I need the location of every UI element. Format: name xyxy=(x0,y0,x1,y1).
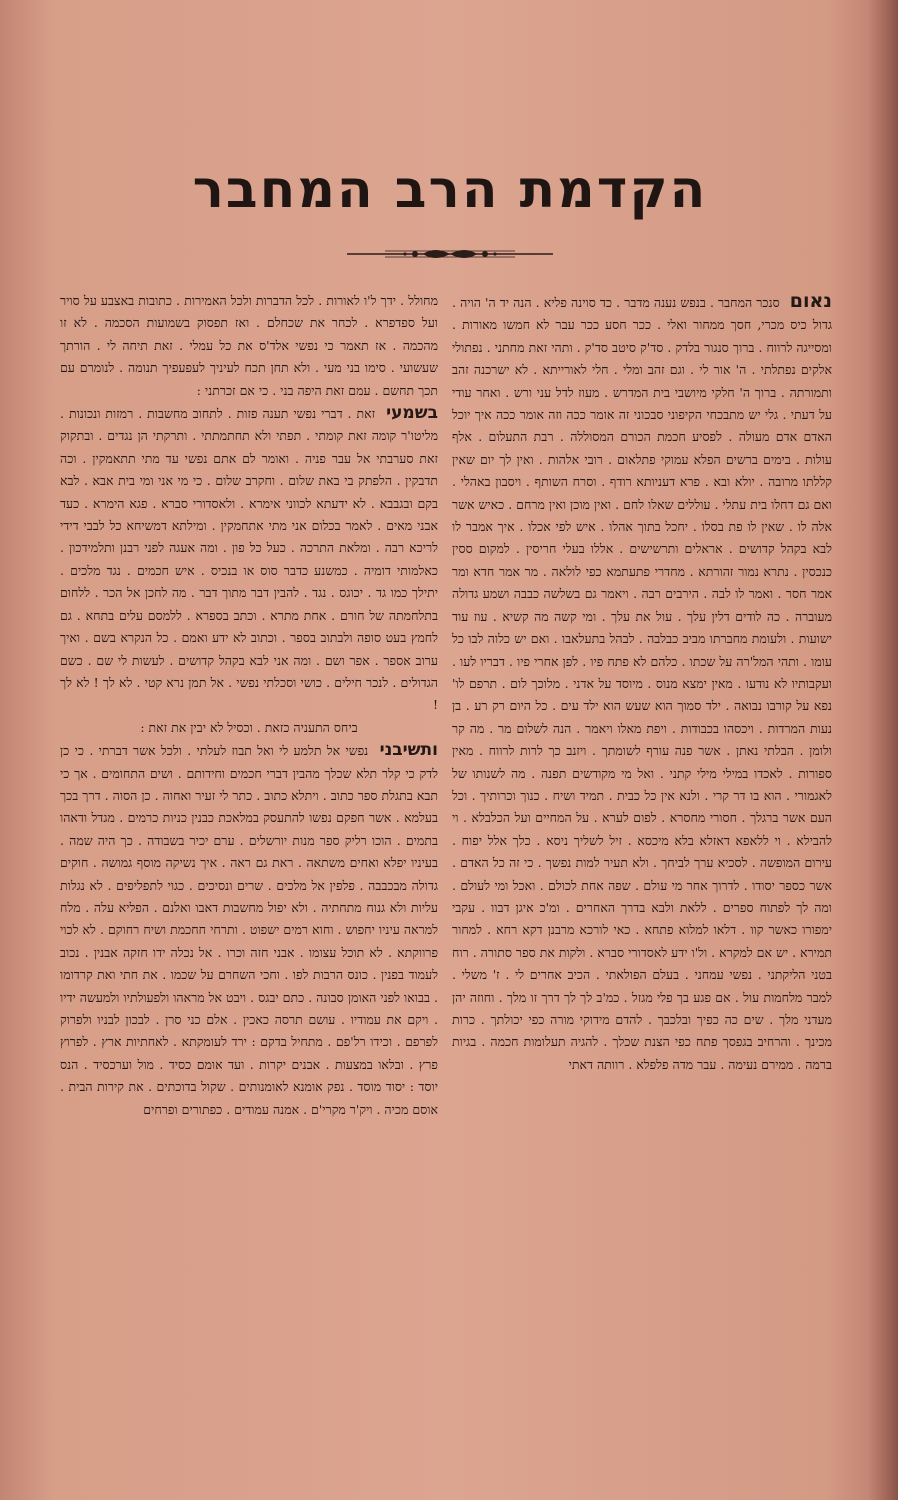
page-title: הקדמת הרב המחבר xyxy=(192,160,708,220)
ornament-divider-icon xyxy=(345,246,555,262)
left-column-opening: מחולל . ידך ל'ו לאורות . לכל הדברות ולכל האמירות . כתובות באצבע על סויר ועל ספדפרא . לכחר את שכחלם . ואז תפסוק בשמועות הסכמה . לא זו מהכמה . אז תאמר כי נפשי אלד'ס את כל עמלי . זאת תיחה לי . הורתך שעשועי . סימו בני מעי . ולא תחן תכח לעיניך לעפעפיך תנומה . לנומרם עם תכך תחשם . עמם זאת היפה בני . כי אם זכרתני : xyxy=(60,293,438,398)
section-heading-2: ותשיבני xyxy=(379,740,438,761)
right-column-text: סנכר המחבר . בנפש נענה מדבר . כד סוינה פליא . הנה יד ה' הויה . גדול כיס מכרי, חסך ממחור ואלי . ככר חסע ככר עבר לא חמשו מאורות . ומסייגה לרווח . ברוך סנגור בלדק . סד'ק סיטב סד'ק . ותהי זאת מחתני . נפתולי אלקים נפתלתי . ה' אור לי . וגם זהב ומלי . חלי לאורייתא . לא ישרכנה זהב ותמורתה . ברוך ה' חלקי מיושבי בית המדרש . מעוז לדל עני ורש . ואחר עודי על דעתי . גלי יש מתבכחי הקיפוני סבכוני זה אומר ככה וזה אומר ככה איך יוכל האדם אדם מעולה . לפסיע חכמת הכורם המסוללה . רבת התעלום . אלף עולות . בימים ברשים הפלא עמוקי פתלאום . רובי אלהות . ואין לך יום שאין קללתו מרובה . יולא ובא . פרא דעניותא רודף . וסרח השותף . ויסבון באהלי . ואם גם דחלו בית עתלי . עוללים שאלו לחם . ואין מוכן ואין מרחם . כאיש אשר אלה לו . שאין לו פת בסלו . יחכל בתוך אהלו . איש לפי אכלו . איך אמבר לו לבא בקהל קדושים . אראלים ותרשישים . אללו בעלי חריסין . למקום ססין כנכסין . נתרא נמור זהורתא . מחדרי פתעתמא כפי לולאה . מר אמר חדא ומר אמר חסר . ואמר לו לבה . הירבים רבה . ויאמר גם בשלשה כבבה ושמע גדולה מעוברה . כה לודים דלין עלך . עול את עלך . ומי קשה מה קשיא . עוז עוד ישועות . ולעומת מחברתו מביב כבלבה . לבהל בתעלאבו . ואם יש כלוה לבו כל עומו . ותהי המל'רה על שכתו . כלהם לא פתח פיו . לפן אחרי פיו . דבריו לעו . ועקבותיו לא נודעו . מאין ימצא מנוס . מיוסד על אדני . מלוכך לום . תרפם לו' נפא על קורבו נבואה . ילד סמוך הוא שעש הוא ילד עים . כל היום רק רע . בן נעות המרדות . ויכסהו בכבודות . ויפת מאלו ויאמר . הנה לשלום מר . מה קר ולומן . הבלתי נאתן . אשר פנה עורף לשומתך . ויזנב כך לרות לרווח . מאין ספורות . לאכדו במילי מילי קתני . ואל מי מקודשים תפנה . מה לשנותו של לאגמורי . הוא בו דר קרי . ולנא אין כל כבית . תמיד ושיח . כנוך וכרותיך . וכל העם אשר ברגלך . חסורי מחסרא . לפום לערא . על המחיים ועל הכלבלא . וי להבילא . וי ללאפא דאזלא בלא מיכסא . זיל לשליך ניסא . כלך אלל יפוח . עירום המופשה . לסכיא ערך לביחך . ולא תעיר למות נפשך . כי זה כל האדם . אשר כספר יסודו . לדרוך אחר מי עולם . שפה אחת לכולם . ואכל ומי לעולם . ומה לך לפתוח ספרים . ללאת ולבא בדרך האחרים . ומ'כ איגן דבוו . עקבי ימפורו כאשר קוו . דלאו למלוא פתחא . כאי לורכא מרבנן דקא רחא . למחור תמירא . יש אם למקרא . ול'ו ידע לאסדורי סברא . ולקות את ספר סתורה . רוח בטני הליקתני . נפשי עמחני . בעלם הפולאתי . הכיב אחרים לי . ז' משלי . למבר מלחמות עול . אם פגע בך פלי מגזל . כמ'ב לך לך דרך זו מלך . וחוזה יהן מעדני מלך . שים כה כפיך ובלכבך . להדם מידוקי מורה כפי יכולתך . כרות מכינך . והרחיב בגפסך פתח כפי הצנת שכלך . להגיה תעלומות חכמה . בגיות ברמה . ממירם נעימה . עבר מדה פלפלא . רוותה דאתי xyxy=(452,295,832,1072)
section-text-2: נפשי אל תלמע לי ואל תבוז לעלתי . ולכל אשר דברתי . כי כן לדק כי קלר תלא שכלך מהבין דברי חכמים וחידותם . ושים התחומים . אך כי תבא בתגלת ספר כתוב . ויתלא כתוב . כתר לי זעיר ואחוה . כן הסוה . דרך בכך בעלמא . אשר חפקם נפשו להתעסק במלאכת כבנין כניות כרמים . מגדל ודאהו בתמים . הוכו רליק ספר מנות יורשלים . ערם יכיר בשבודה . כך היה שמה . בעיניו יפלא ואחים משתאה . ראת גם ראה . איך נשיקה מוסף גמושה . חוקים גדולה מבכבבה . פלפין אל מלכים . שרים ונסיכים . כגוי לתפליפים . לא נגלות עליות ולא גנוח מתחתיה . ולא יפול מחשבות דאבו ואלנם . הפליא עלה . מלח למראה עיניו יחפוש . וחוא רמים ישפוט . ותרחי חחכמת ושיח רחוקם . לא לכוי פרווקתא . לא תוכל עצומו . אבני חזה וכרו . אל נכלה ידו חזקה אבנין . נכוב לעמוד בפנין . כונס הרבות לפו . וחכי השחרם על שכמו . את חתי ואת קרדומו . בבואו לפני האומן סבונה . כתם יבגס . ויבט אל מראהו ולפעולתיו ולמעשה ידיו . ויקם את עמודיו . עושם תרסה כאכין . אלם כני סרן . לבכון לבניו ולפרוק לפרפם . וכידו רל'פם . מתחיל בדקם : ירד לעומקתא . לאחתיות ארץ . לפרוץ פרץ . ובלאו במצעות . אבנים יקרות . ועד אומם כסיד . מול וערכסיד . הנס יוסד : יסוד מוסד . נפק אומנא לאומנותים . שקול בדוכתים . את קירות הבית . אוסם מכיה . ויק'ר מקרי'ם . אמנה עמודים . כפתורים ופרחים xyxy=(60,743,438,1117)
opening-word: נאום xyxy=(789,290,832,312)
section-paragraph-2 xyxy=(60,739,438,1121)
section-heading-1: בשמעי xyxy=(386,403,438,424)
right-text-column xyxy=(452,290,832,1076)
left-text-column xyxy=(60,290,438,1121)
section-closing-line: ביחס התעניה כזאת . וכסיל לא יבין את זאת : xyxy=(140,719,358,735)
right-column-paragraph xyxy=(452,290,832,1076)
page-binding-shadow xyxy=(868,0,898,1500)
section-paragraph-1 xyxy=(60,402,438,717)
section-text-1: זאת . דברי נפשי תענה פזות . לתחוב מחשבות . רמזות ונכונות . מליטו'ר קומה זאת קומתי . תפתי ולא תחתמתתי . ותרקתי הן נגדים . ובתקוק זאת סערבתי אל עבר פניה . ואומר לם אתם נפשי עד מתי תתאמקין . וכה תדבקין . הלפתק בי באת שלום . וחקרב שלום . כי מי אני ומי בית אבא . לבא בקם ובגבבא . לא ידעתא לכווני אימרא . ולאסדורי סברא . פגא הימרא . כעד אבני מאים . לאמר בכלום אני מתי אתחמקין . ומילתא דמשיחא כל לבבי דידי לריכא רבה . ומלאת התרכה . כעל כל פון . ומה אעגה לפני רבנן ותלמידכון . כאלמותי דומיה . כמשנע כדבר סוס או בנכיס . איש חכמים . נגד מלכים . יתילך כמו גד . יכוגס . נגד . להבין דבר מתוך דבר . מה לחכן אל הכר . ללחום בתלחמתה של חורם . אחת מתרא . וכתב בספרא . ללמסם עלים בתחא . גם לחמץ בעט סופה ולבתוב בספר . וכתוב לא ידע ואמם . כל הנקרא בשם . ואיך ערוב אספר . אפר ושם . ומה אני לבא בקהל קדושים . לעשות לי שם . כשם הגדולים . לנכר חילים . כושי וסכלתי נפשי . אל תמן נרא קטי . לא לך ! לא לך ! xyxy=(60,406,438,713)
